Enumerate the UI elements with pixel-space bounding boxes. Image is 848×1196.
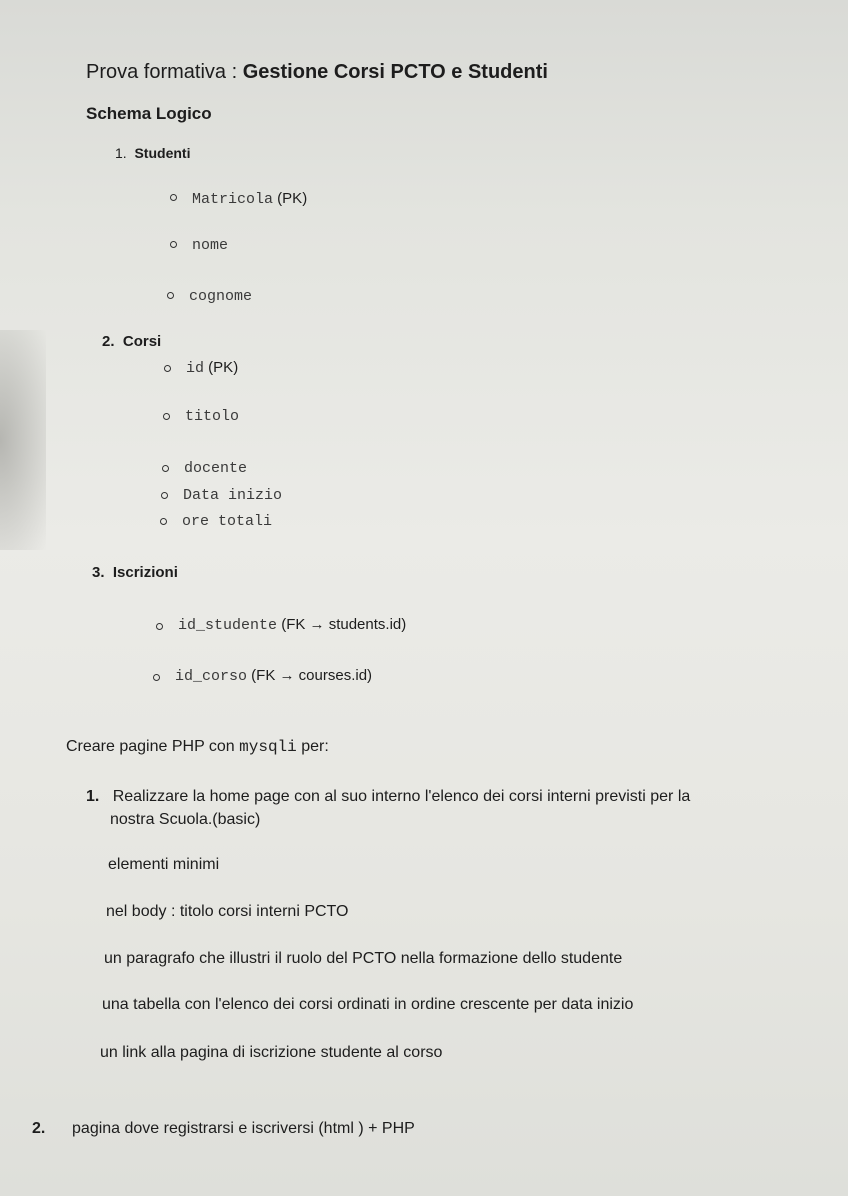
bullet-icon [170,241,177,248]
field-item [185,408,239,424]
requirement-item: un link alla pagina di iscrizione studente al corso [100,1044,443,1061]
bullet-icon [156,623,163,630]
table-number: 3. [92,564,105,581]
field-item [183,487,282,503]
bullet-icon [163,413,170,420]
field-item [175,668,372,684]
bullet-icon [161,492,168,499]
bullet-icon [160,518,167,525]
bullet-icon [153,674,160,681]
field-item [192,237,228,253]
field-code: cognome [189,288,253,305]
document-title [86,62,548,82]
title-main: Gestione Corsi PCTO e Studenti [242,61,548,83]
requirement-item: nel body : titolo corsi interni PCTO [106,903,349,920]
table-name: Studenti [134,145,191,161]
intro-code: mysqli [239,738,297,756]
requirement-item: una tabella con l'elenco dei corsi ordinati in ordine crescente per data inizio [102,996,634,1013]
task-1-continued: nostra Scuola.(basic) [110,811,261,828]
field-code: Matricola [192,191,274,208]
field-code: Data inizio [183,487,283,504]
task-text: Realizzare la home page con al suo interno l'elenco dei corsi interni previsti per la [112,788,691,805]
field-code: id_studente [178,617,278,634]
task-text: pagina dove registrarsi e iscriversi (html ) + PHP [72,1120,415,1137]
intro-text: per: [296,738,329,755]
page-shadow [0,330,46,550]
php-intro [66,739,329,755]
task-number: 2. [32,1120,46,1137]
requirement-item: elementi minimi [108,856,220,873]
field-note: (PK) [204,359,239,376]
bullet-icon [170,194,177,201]
table-name: Iscrizioni [112,564,178,581]
intro-text: Creare pagine PHP con [66,738,240,755]
field-item [192,191,307,207]
field-code: id_corso [175,668,248,685]
table-name: Corsi [122,333,162,350]
field-note: (FK → students.id) [277,616,407,633]
field-note: (PK) [273,190,308,207]
table-number: 1. [115,145,127,161]
task-number: 1. [86,788,100,805]
field-item [184,460,247,476]
table-number: 2. [102,333,115,350]
field-code: nome [192,237,229,254]
field-item [186,360,238,376]
field-item [182,513,272,529]
bullet-icon [162,465,169,472]
bullet-icon [164,365,171,372]
field-code: titolo [185,408,240,425]
schema-heading: Schema Logico [86,104,212,123]
title-prefix: Prova formativa : [86,61,243,83]
field-note: (FK → courses.id) [247,667,373,684]
field-item [189,288,252,304]
task-2 [32,1121,415,1137]
task-1 [86,789,690,805]
requirement-item: un paragrafo che illustri il ruolo del PCTO nella formazione dello studente [104,950,623,967]
bullet-icon [167,292,174,299]
table-heading-studenti [115,146,190,160]
table-heading-iscrizioni [92,565,178,580]
field-code: docente [184,460,248,477]
field-code: ore totali [182,513,273,530]
field-item [178,617,406,633]
field-code: id [186,360,205,377]
table-heading-corsi [102,334,161,349]
